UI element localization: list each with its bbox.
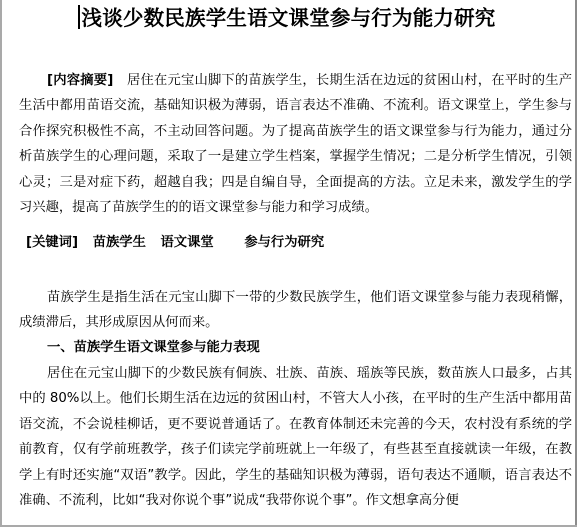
abstract-paragraph — [19, 68, 572, 220]
text-cursor — [78, 5, 80, 29]
section1-paragraph: 居住在元宝山脚下的少数民族有侗族、壮族、苗族、瑶族等民族，数苗族人口最多，占其中的 80%以上。他们长期生活在边远的贫困山村，不管大人小孩，在平时的生产生活中都用苗语交流，不会说桂柳话，更不要说普通话了。在教育体制还未完善的今天，农村没有系统的学前教育，仅有学前班教学，孩子们读完学前班就上一年级了，有些甚至直接就读一年级，在教学上有时还实施“双语”教学。因此，学生的基础知识极为薄弱，语句表达不通顺，语言表达不准确、不流利，比如“我对你说个事”说成“我带你说个事”。作文想拿高分便 — [19, 366, 572, 509]
keyword-1: 苗族学生 — [92, 235, 146, 250]
abstract-label: [内容摘要] — [47, 73, 114, 88]
document-title-text: 浅谈少数民族学生语文课堂参与行为能力研究 — [81, 6, 496, 30]
abstract-text: 居住在元宝山脚下的苗族学生，长期生活在边远的贫困山村，在平时的生产生活中都用苗语交流，基础知识极为薄弱，语言表达不准确、不流利。语文课堂上，学生参与合作探究积极性不高，不主动回答问题。为了提高苗族学生的语文课堂参与行为能力，通过分析苗族学生的心理问题，采取了一是建立学生档案，掌握学生情况；二是分析学生情况，引领心灵；三是对症下药，超越自我；四是自编自导，全面提高的方法。立足未来，激发学生的学习兴趣，提高了苗族学生的的语文课堂参与能力和学习成绩。 — [19, 73, 573, 216]
keywords-label: [关键词] — [26, 235, 79, 250]
keyword-3: 参与行为研究 — [244, 235, 325, 250]
document-title — [78, 4, 496, 32]
keyword-2: 语文课堂 — [160, 235, 214, 250]
page-left-border — [0, 0, 2, 527]
keywords-line — [26, 232, 334, 254]
intro-block — [19, 285, 572, 336]
section1-block — [19, 361, 572, 513]
intro-paragraph: 苗族学生是指生活在元宝山脚下一带的少数民族学生，他们语文课堂参与能力表现稍懈，成绩滞后，其形成原因从何而来。 — [19, 290, 572, 331]
abstract-block — [19, 68, 572, 220]
section-heading: 一、苗族学生语文课堂参与能力表现 — [47, 340, 260, 355]
